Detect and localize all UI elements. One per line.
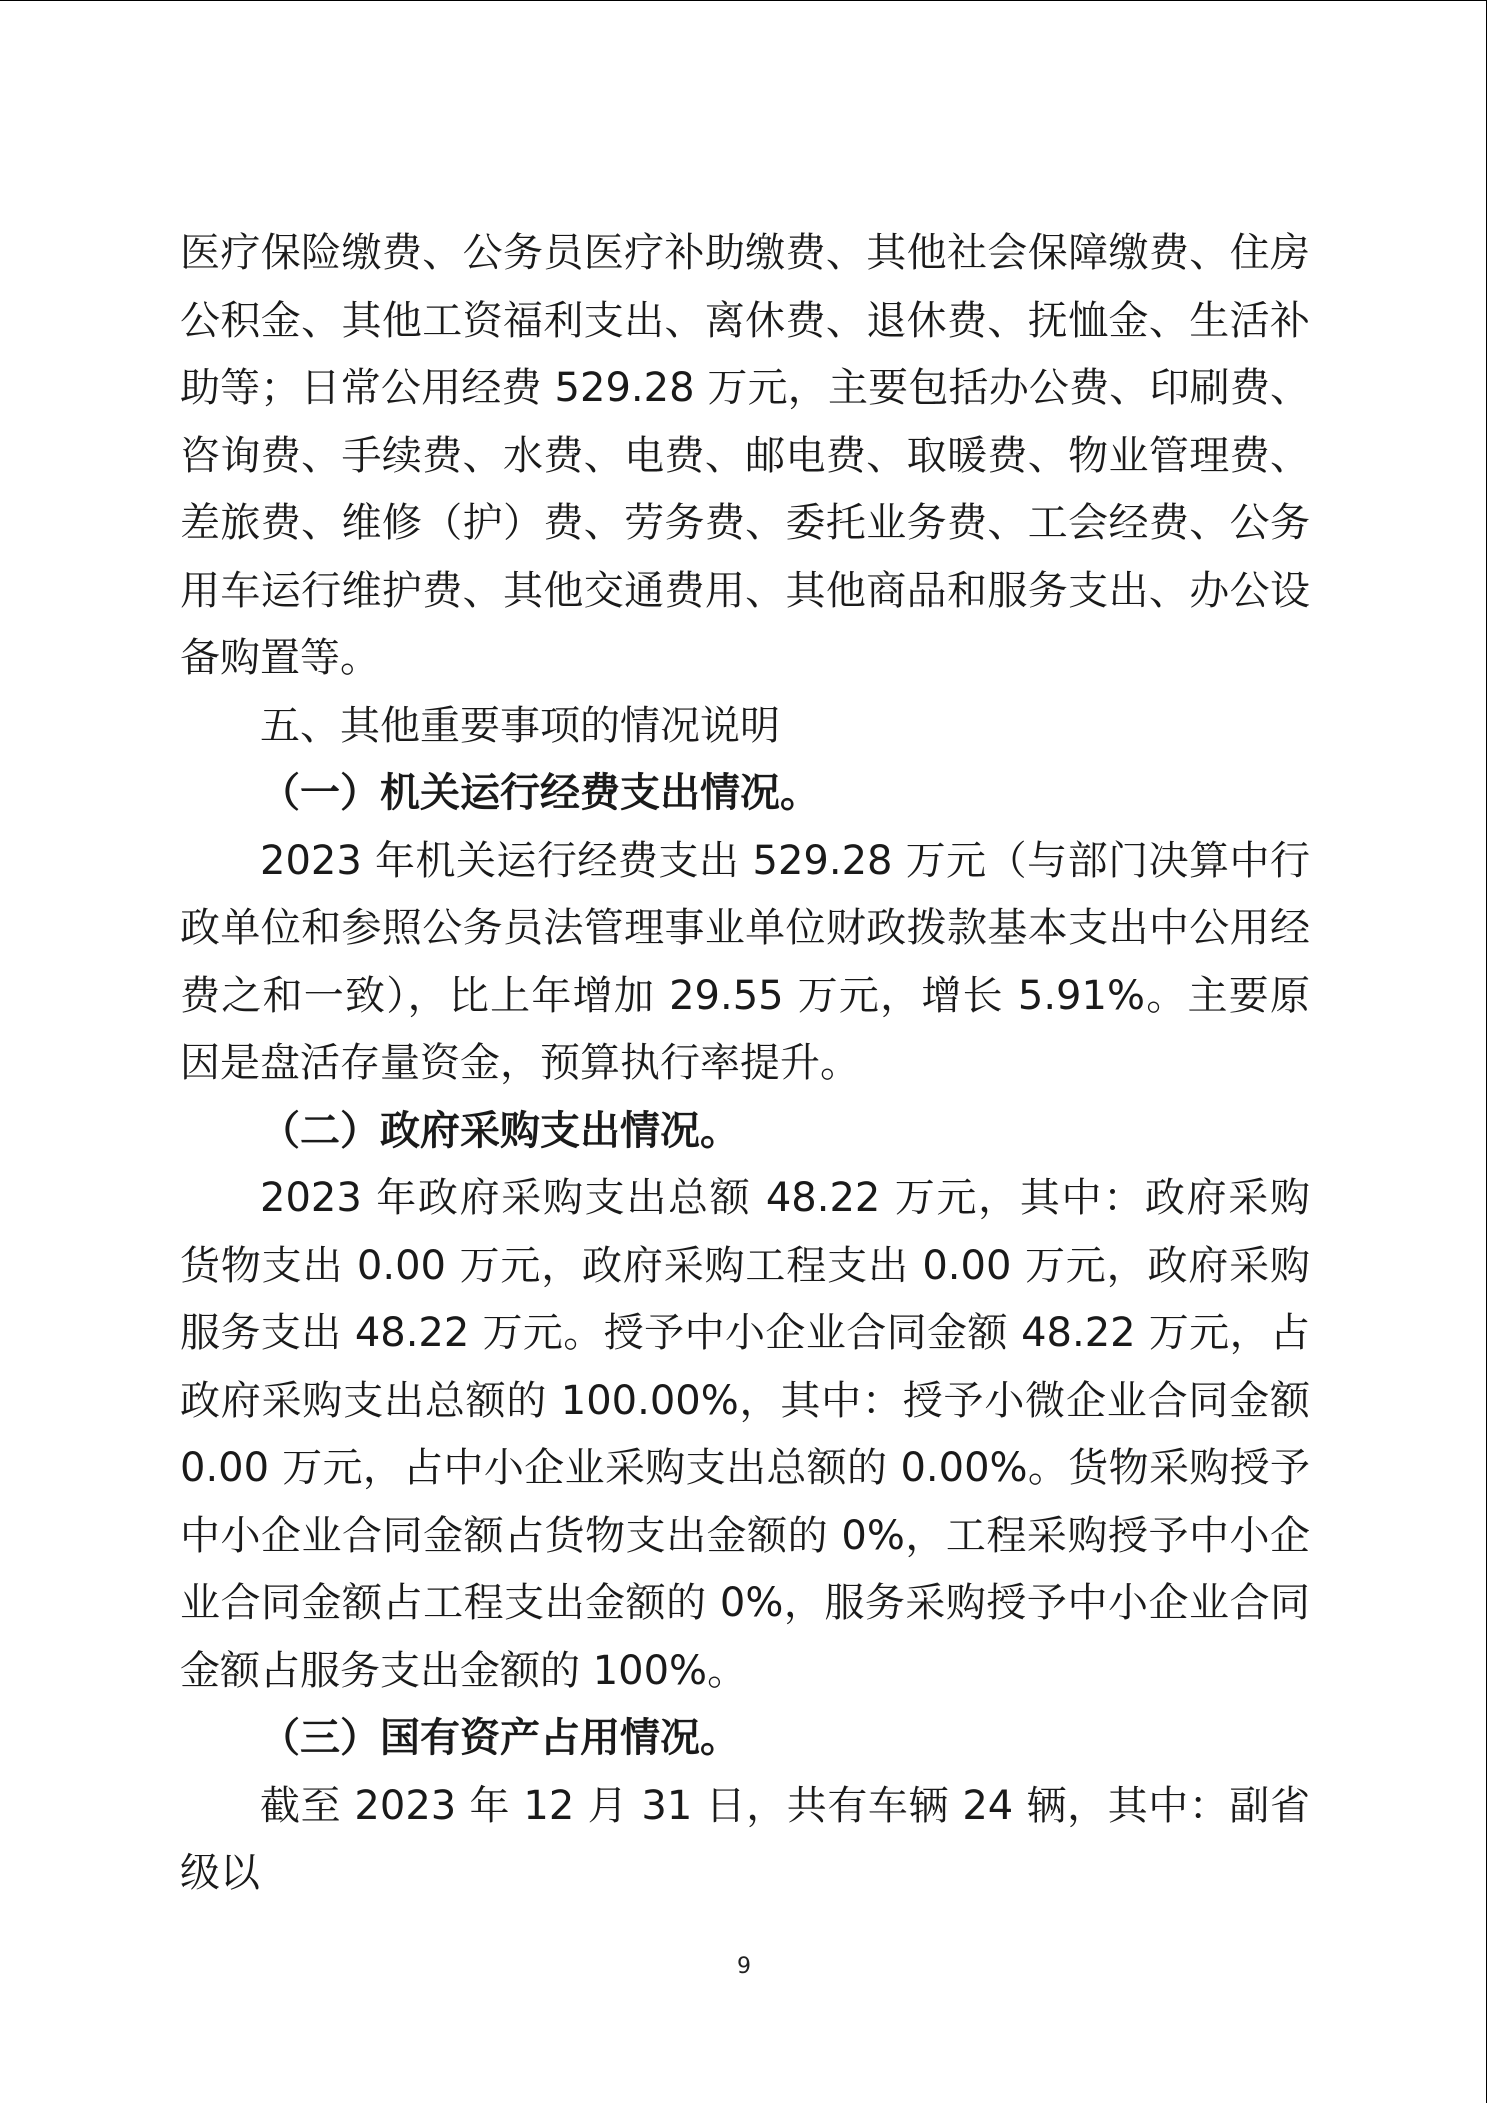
body-paragraph-expense-items: 医疗保险缴费、公务员医疗补助缴费、其他社会保障缴费、住房公积金、其他工资福利支出、离休费、退休费、抚恤金、生活补助等；日常公用经费 529.28 万元，主要包括办公费、印刷费、咨询费、手续费、水费、电费、邮电费、取暖费、物业管理费、差旅费、维修（护）费、劳务费、委托业务费、工会经费、公务用车运行维护费、其他交通费用、其他商品和服务支出、办公设备购置等。 (180, 230, 1310, 681)
page-number: 9 (737, 1954, 751, 1979)
heading-state-assets: （三）国有资产占用情况。 (260, 1715, 740, 1761)
section-title-other-matters: 五、其他重要事项的情况说明 (260, 702, 780, 749)
heading-procurement: （二）政府采购支出情况。 (260, 1107, 740, 1154)
document-body (180, 220, 1310, 1908)
body-paragraph-procurement: 2023 年政府采购支出总额 48.22 万元，其中：政府采购货物支出 0.00 万元，政府采购工程支出 0.00 万元，政府采购服务支出 48.22 万元。授予中小企业合同金额 48.22 万元，占政府采购支出总额的 100.00%，其中：授予小微企业合同金额 0.00 万元，占中小企业采购支出总额的 0.00%。货物采购授予中小企业合同金额占货物支出金额的 0%，工程采购授予中小企业合同金额占工程支出金额的 0%，服务采购授予中小企业合同金额占服务支出金额的 100%。 (180, 1175, 1310, 1694)
body-paragraph-state-assets: 截至 2023 年 12 月 31 日，共有车辆 24 辆，其中：副省级以 (180, 1782, 1310, 1896)
heading-operating-expenses: （一）机关运行经费支出情况。 (260, 770, 820, 816)
body-paragraph-operating-expenses: 2023 年机关运行经费支出 529.28 万元（与部门决算中行政单位和参照公务员法管理事业单位财政拨款基本支出中公用经费之和一致），比上年增加 29.55 万元，增长 5.91%。主要原因是盘活存量资金，预算执行率提升。 (180, 837, 1310, 1086)
